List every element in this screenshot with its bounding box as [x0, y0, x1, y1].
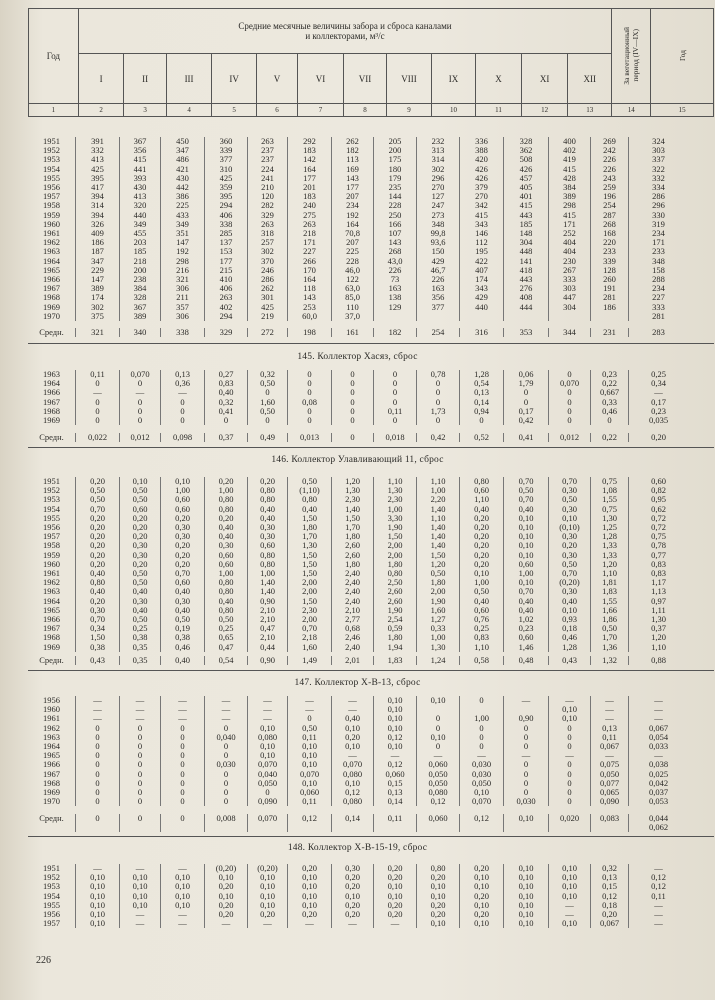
value-column: 450 347 486 421 430 442 386 225 433 349 351 147 192 298 216 321 306 211 357 306	[161, 137, 205, 321]
value-column: 0,10 0 0 0,10 0 — 0,060 0,050 0,050 0,080 0,12	[417, 696, 460, 806]
value-column: 0,20 0,10 0,10 0,10 0,10 0,20 —	[288, 864, 332, 928]
value-column: 0,10	[504, 814, 549, 832]
value-column: 316	[460, 328, 504, 337]
value-column: 0,008	[205, 814, 248, 832]
value-column: 263 237 237 224 241 210 120 282 329 263 318 257 302 370 246 286 262 301 425 219	[248, 137, 288, 321]
value-column: 0,012	[549, 433, 591, 442]
value-column: 338	[161, 328, 205, 337]
header-month-2: II	[124, 54, 166, 104]
value-column: 0 0 0 0,08 0 0	[288, 370, 332, 425]
col-num-13: 13	[568, 104, 612, 117]
value-column: 0,80 0,20 0,10 0,10 0,20 0,20 0,10	[417, 864, 460, 928]
value-column: 0,52	[460, 433, 504, 442]
value-column: 0,13 0,36 — 0 0 0	[161, 370, 205, 425]
value-column: 0,20 0,50 0,50 0,70 0,20 0,20 0,20 0,20 0,20 0,20 0,40 0,80 0,40 0,20 0,30 0,70 0,34 1,50 0,38	[76, 477, 120, 652]
value-column: 0,098	[161, 433, 205, 442]
value-column: 1,20 1,30 2,30 1,40 1,50 1,70 1,80 2,60 2,60 1,80 2,40 2,40 2,40 2,40 2,10 2,77 0,68 2,46 2,40	[332, 477, 374, 652]
value-column: — 0,10 0,10 0,10 0,10 — —	[120, 864, 161, 928]
header-month-8: VIII	[387, 54, 432, 104]
value-column: 400 402 419 415 428 384 389 298 415 171 252 404 404 230 267 333 303 447 304	[549, 137, 591, 321]
value-column: 344	[549, 328, 591, 337]
value-column: 0	[120, 814, 161, 832]
header-month-1: I	[78, 54, 124, 104]
year-column: 1963 1964 1966 1967 1968 1969	[28, 370, 76, 425]
divider	[28, 836, 714, 837]
header-month-3: III	[166, 54, 212, 104]
value-column: — — — 0,10 0,080 0,10 0,10 0,070 0,040 0,050 0 0,090	[248, 696, 288, 806]
value-column: — — — 0,13 0,11 0,067 — 0,075 0,050 0,077 0,065 0,090	[591, 696, 629, 806]
value-column: 205 200 175 180 179 235 144 228 250 166 107 143 268 43,0 226 73 163 138 129	[374, 137, 417, 321]
value-column: 0,25 0,34 — 0,17 0,23 0,035	[648, 369, 669, 426]
year-column: 1951 1952 1953 1954 1955 1956 1957 1958 1959 1960 1961 1962 1963 1964 1965 1966 1967 1968 1969	[28, 477, 76, 652]
value-column: 0 0 0 0 0 0	[332, 370, 374, 425]
year-column: 1956 1960 1961 1962 1963 1964 1965 1966 1967 1968 1969 1970	[28, 696, 76, 806]
section-145-title: 145. Коллектор Хасяз, сброс	[297, 352, 418, 362]
value-column: 340	[120, 328, 161, 337]
value-column: 0,41	[504, 433, 549, 442]
value-column: 283	[652, 327, 665, 337]
value-column: — — — 0 0 0 0 0 0 0 0 0	[120, 696, 161, 806]
section-main-rows	[28, 137, 714, 321]
year-column: Средн.	[28, 328, 76, 337]
col-num-9: 9	[387, 104, 432, 117]
value-column: 1,49	[288, 656, 332, 665]
value-column: 1,24	[417, 656, 460, 665]
divider	[28, 447, 714, 448]
header-month-10: X	[476, 54, 522, 104]
col-num-7: 7	[298, 104, 344, 117]
value-column: 1,10 1,00 2,20 1,40 1,10 1,40 1,40 1,40 1,50 1,20 0,50 1,80 2,00 1,90 1,60 1,27 0,33 1,00 1,30	[417, 477, 460, 652]
col-num-6: 6	[256, 104, 297, 117]
value-column: 1,32	[591, 656, 629, 665]
value-column: 1,10 1,30 2,30 1,00 3,30 1,90 1,50 2,00 2,00 1,80 0,80 2,50 2,60 2,60 1,90 2,54 0,59 1,80 1,94	[374, 477, 417, 652]
section-145-rows	[28, 370, 714, 425]
value-column: — 0,90 0 0 0 — 0 0 0 0 0,030	[504, 696, 549, 806]
value-column: 0,49	[248, 433, 288, 442]
value-column: 262 182 113 169 143 177 207 234 192 164 70,8 207 225 228 46,0 122 63,0 85,0 110 37,0	[332, 137, 374, 321]
col-num-15: 15	[651, 104, 714, 117]
section-146-title: 146. Коллектор Улавливающий 11, сброс	[271, 455, 444, 465]
header-month-12: XII	[568, 54, 612, 104]
value-column: (0,20) 0,10 0,10 0,10 0,10 0,20 —	[248, 864, 288, 928]
header-month-9: IX	[431, 54, 476, 104]
value-column: — — — 0 0,040 0 0 0,030 0 0 0 0	[205, 696, 248, 806]
section-147-title: 147. Коллектор Х-В-13, сброс	[294, 678, 421, 688]
value-column: 0,70 0,30 0,50 0,30 0,10 (0,10) 0,30 0,20 0,30 0,50 0,70 (0,20) 0,30 0,40 0,10 0,93 0,18 0,46 1,28	[549, 477, 591, 652]
header-month-4: IV	[212, 54, 257, 104]
value-column: 0,60 0,82 0,95 0,62 0,72 0,72 0,75 0,78 0,77 0,83 0,83 1,17 1,13 0,97 1,11 1,30 0,37 1,20 1,10	[651, 476, 666, 652]
value-column: — — — 0,067 0,054 0,033 — 0,038 0,025 0,042 0,037 0,053	[648, 695, 669, 807]
value-column: 0 0,070 0 0 0 0	[549, 370, 591, 425]
value-column: 0,12	[288, 814, 332, 832]
value-column: 0,42	[417, 433, 460, 442]
value-column: — 0,10 0,10 0 0 0 — 0 0 0 0 0	[549, 696, 591, 806]
value-column: 0,20	[651, 432, 666, 442]
col-num-8: 8	[343, 104, 386, 117]
value-column: 324 303 337 322 332 334 286 296 330 319 234 171 233 348 158 288 234 227 333 281	[652, 136, 665, 321]
value-column: 0,20 0,10 0,10 0,20 0,10 0,20 0,10	[460, 864, 504, 928]
value-column: 0	[161, 814, 205, 832]
col-num-5: 5	[212, 104, 257, 117]
value-column: 0,54	[205, 656, 248, 665]
value-column: 0,30 0,20 0,20 0,10 0,20 0,20 —	[332, 864, 374, 928]
header-month-7: VII	[343, 54, 386, 104]
col-num-11: 11	[476, 104, 522, 117]
value-column: 328 362 508 426 457 405 401 415 443 185 148 304 448 141 418 443 276 408 444	[504, 137, 549, 321]
value-column: — — — 0 0 0 0 0 0 0 0 0	[161, 696, 205, 806]
value-column: 0,10 0,10 0,10 0,10 0,10 0,10 0,10	[504, 864, 549, 928]
value-column: (0,20) 0,10 0,20 0,10 0,20 0,20 —	[205, 864, 248, 928]
value-column: — 0,12 0,12 0,11 — — —	[651, 863, 666, 929]
value-column: 0,10 0,50 0,50 0,60 0,20 0,20 0,20 0,30 0,30 0,20 0,50 0,50 0,40 0,30 0,40 0,50 0,25 0,38 0,35	[120, 477, 161, 652]
value-column: 0,80 0,60 1,10 0,40 0,20 0,20 0,20 0,20 0,20 0,20 0,10 1,00 0,50 0,40 0,60 0,76 0,25 0,83 1,10	[460, 477, 504, 652]
col-num-2: 2	[78, 104, 124, 117]
value-column: 0,012	[120, 433, 161, 442]
value-column: 269 242 226 226 243 259 196 254 287 268 168 220 233 339 128 260 191 281 186	[591, 137, 629, 321]
section-main-mean	[28, 328, 714, 337]
value-column: 231	[591, 328, 629, 337]
value-column: — — 0 0,50 0,11 0,10 0,10 0,10 0,070 0,10 0,060 0,11	[288, 696, 332, 806]
value-column: 0,14	[332, 814, 374, 832]
header-year: Год	[29, 9, 79, 104]
value-column: 336 388 420 426 426 379 270 342 415 343 146 112 195 422 407 174 343 429 440	[460, 137, 504, 321]
section-147-rows	[28, 696, 714, 806]
value-column: 0,11 0 — 0 0 0	[76, 370, 120, 425]
value-column: — 0,10 0,10 0,10 0,10 — —	[161, 864, 205, 928]
value-column: 0,50 (1,10) 0,80 0,40 1,50 1,80 1,70 1,30 1,50 1,50 1,50 2,00 2,00 1,50 2,30 2,00 0,70 2,18 1,60	[288, 477, 332, 652]
value-column: 0,43	[76, 656, 120, 665]
header-month-5: V	[256, 54, 297, 104]
col-num-4: 4	[166, 104, 212, 117]
value-column: 292 183 142 164 177 201 183 240 275 263 218 171 227 266 170 164 118 143 253 60,0	[288, 137, 332, 321]
value-column: 0,11	[374, 814, 417, 832]
section-148-rows	[28, 864, 714, 928]
year-column: 1951 1952 1953 1954 1955 1956 1957	[28, 864, 76, 928]
header-title: Средние месячные величины забора и сброса каналами и коллекторами, м³/с	[78, 9, 611, 54]
value-column: 329	[205, 328, 248, 337]
value-column: 272	[248, 328, 288, 337]
value-column: 391 332 413 425 395 417 394 314 394 326 409 186 187 347 229 147 389 174 302 375	[76, 137, 120, 321]
value-column: 161	[332, 328, 374, 337]
value-column: — 0,10 0,10 0,10 0,10 0,10 0,10	[76, 864, 120, 928]
value-column: 360 339 377 310 425 359 395 294 406 338 285 137 153 177 215 410 406 263 402 294	[205, 137, 248, 321]
value-column: 0,013	[288, 433, 332, 442]
section-146-mean	[28, 656, 714, 665]
value-column: 1,83	[374, 656, 417, 665]
year-column: 1951 1952 1953 1954 1955 1956 1957 1958 1959 1960 1961 1962 1963 1964 1965 1966 1967 1968 1969 1970	[28, 137, 76, 321]
divider	[28, 670, 714, 671]
header-year-total: Год	[651, 9, 714, 104]
value-column: 0,37	[205, 433, 248, 442]
section-146-rows	[28, 477, 714, 652]
value-column: 0,88	[651, 655, 666, 665]
year-column: Средн.	[28, 656, 76, 665]
value-column: 321	[76, 328, 120, 337]
value-column: 0,27 0,83 0,40 0,32 0,41 0	[205, 370, 248, 425]
value-column: 1,28 0,54 0,13 0,14 0,94 0	[460, 370, 504, 425]
value-column: 0,58	[460, 656, 504, 665]
year-column: Средн.	[28, 814, 76, 832]
value-column: 0,78 0 0 0 1,73 0	[417, 370, 460, 425]
value-column: 0,32 0,50 0 1,60 0,50 0	[248, 370, 288, 425]
value-column: 0,40	[161, 656, 205, 665]
value-column: 0,020	[549, 814, 591, 832]
value-column: 0 0 0 0 0,11 0	[374, 370, 417, 425]
value-column: 0,22	[591, 433, 629, 442]
value-column: 0,23 0,22 0,667 0,33 0,46 0	[591, 370, 629, 425]
col-num-3: 3	[124, 104, 166, 117]
value-column: 0,20 0,80 0,80 0,40 0,40 0,30 0,30 0,60 0,80 0,80 1,00 1,40 1,40 0,90 2,10 2,10 0,47 2,10 0,44	[248, 477, 288, 652]
value-column: 0,018	[374, 433, 417, 442]
col-num-12: 12	[521, 104, 568, 117]
value-column: 0,10 1,00 0,60 0,60 0,20 0,30 0,30 0,20 0,20 0,20 0,70 0,60 0,40 0,30 0,40 0,50 0,19 0,38 0,46	[161, 477, 205, 652]
col-num-10: 10	[431, 104, 476, 117]
value-column: 0	[332, 433, 374, 442]
value-column: 0,10 0,10 0,10 0,10 — — 0,10	[549, 864, 591, 928]
value-column: 0,48	[504, 656, 549, 665]
section-145-mean	[28, 433, 714, 442]
value-column: 0,32 0,13 0,15 0,12 0,18 0,20 0,067	[591, 864, 629, 928]
value-column: 0,070	[248, 814, 288, 832]
section-148-title: 148. Коллектор Х-В-15-19, сброс	[287, 843, 428, 853]
value-column: 0,20 1,00 0,80 0,80 0,20 0,40 0,40 0,30 0,60 0,60 1,00 0,80 0,80 0,40 0,80 0,50 0,25 0,65 0,47	[205, 477, 248, 652]
value-column: 0,20 0,20 0,10 0,10 0,20 0,20 —	[374, 864, 417, 928]
value-column: 182	[374, 328, 417, 337]
value-column: — — — 0 0 0 0 0 0 0 0 0	[76, 696, 120, 806]
value-column: 367 356 415 441 393 430 413 320 440 349 455 203 185 218 200 238 384 328 367 389	[120, 137, 161, 321]
page-number: 226	[36, 955, 51, 966]
value-column: — — 0,40 0,10 0,20 0,10 — 0,070 0,080 0,10 0,12 0,080	[332, 696, 374, 806]
value-column: 0	[76, 814, 120, 832]
value-column: 0,044 0,062	[648, 813, 669, 833]
section-147-mean	[28, 814, 714, 832]
value-column: 254	[417, 328, 460, 337]
value-column: 232 313 314 302 296 270 127 247 273 348 99,8 93,6 150 429 46,7 226 163 356 377	[417, 137, 460, 321]
value-column: 0 1,00 0 0 0 — 0,030 0,030 0,050 0,10 0,070	[460, 696, 504, 806]
divider	[28, 343, 714, 344]
value-column: 0,12	[460, 814, 504, 832]
value-column: 198	[288, 328, 332, 337]
value-column: 0,060	[417, 814, 460, 832]
header-month-6: VI	[298, 54, 344, 104]
value-column: 0,70 0,50 0,70 0,40 0,10 0,10 0,10 0,10 0,10 0,60 1,00 0,10 0,70 0,40 0,40 1,02 0,23 0,60 1,46	[504, 477, 549, 652]
col-num-1: 1	[29, 104, 79, 117]
value-column: 0,06 1,79 0 0 0,17 0,42	[504, 370, 549, 425]
table-header	[28, 8, 714, 117]
header-period: За вегетационный период (IV—IX)	[612, 9, 651, 104]
value-column: 0,90	[248, 656, 288, 665]
value-column: 0,070 0 — 0 0 0	[120, 370, 161, 425]
year-column: Средн.	[28, 433, 76, 442]
value-column: 0,75 1,08 1,55 0,75 1,30 1,25 1,28 1,33 1,33 1,20 1,10 1,81 1,83 1,55 1,66 1,86 0,50 1,70 1,36	[591, 477, 629, 652]
header-month-11: XI	[521, 54, 568, 104]
col-num-14: 14	[612, 104, 651, 117]
value-column: 0,022	[76, 433, 120, 442]
value-column: 0,083	[591, 814, 629, 832]
value-column: 353	[504, 328, 549, 337]
value-column: 0,43	[549, 656, 591, 665]
value-column: 2,01	[332, 656, 374, 665]
value-column: 0,10 0,10 0,10 0,10 0,12 0,10 — 0,12 0,060 0,15 0,13 0,14	[374, 696, 417, 806]
value-column: 0,35	[120, 656, 161, 665]
